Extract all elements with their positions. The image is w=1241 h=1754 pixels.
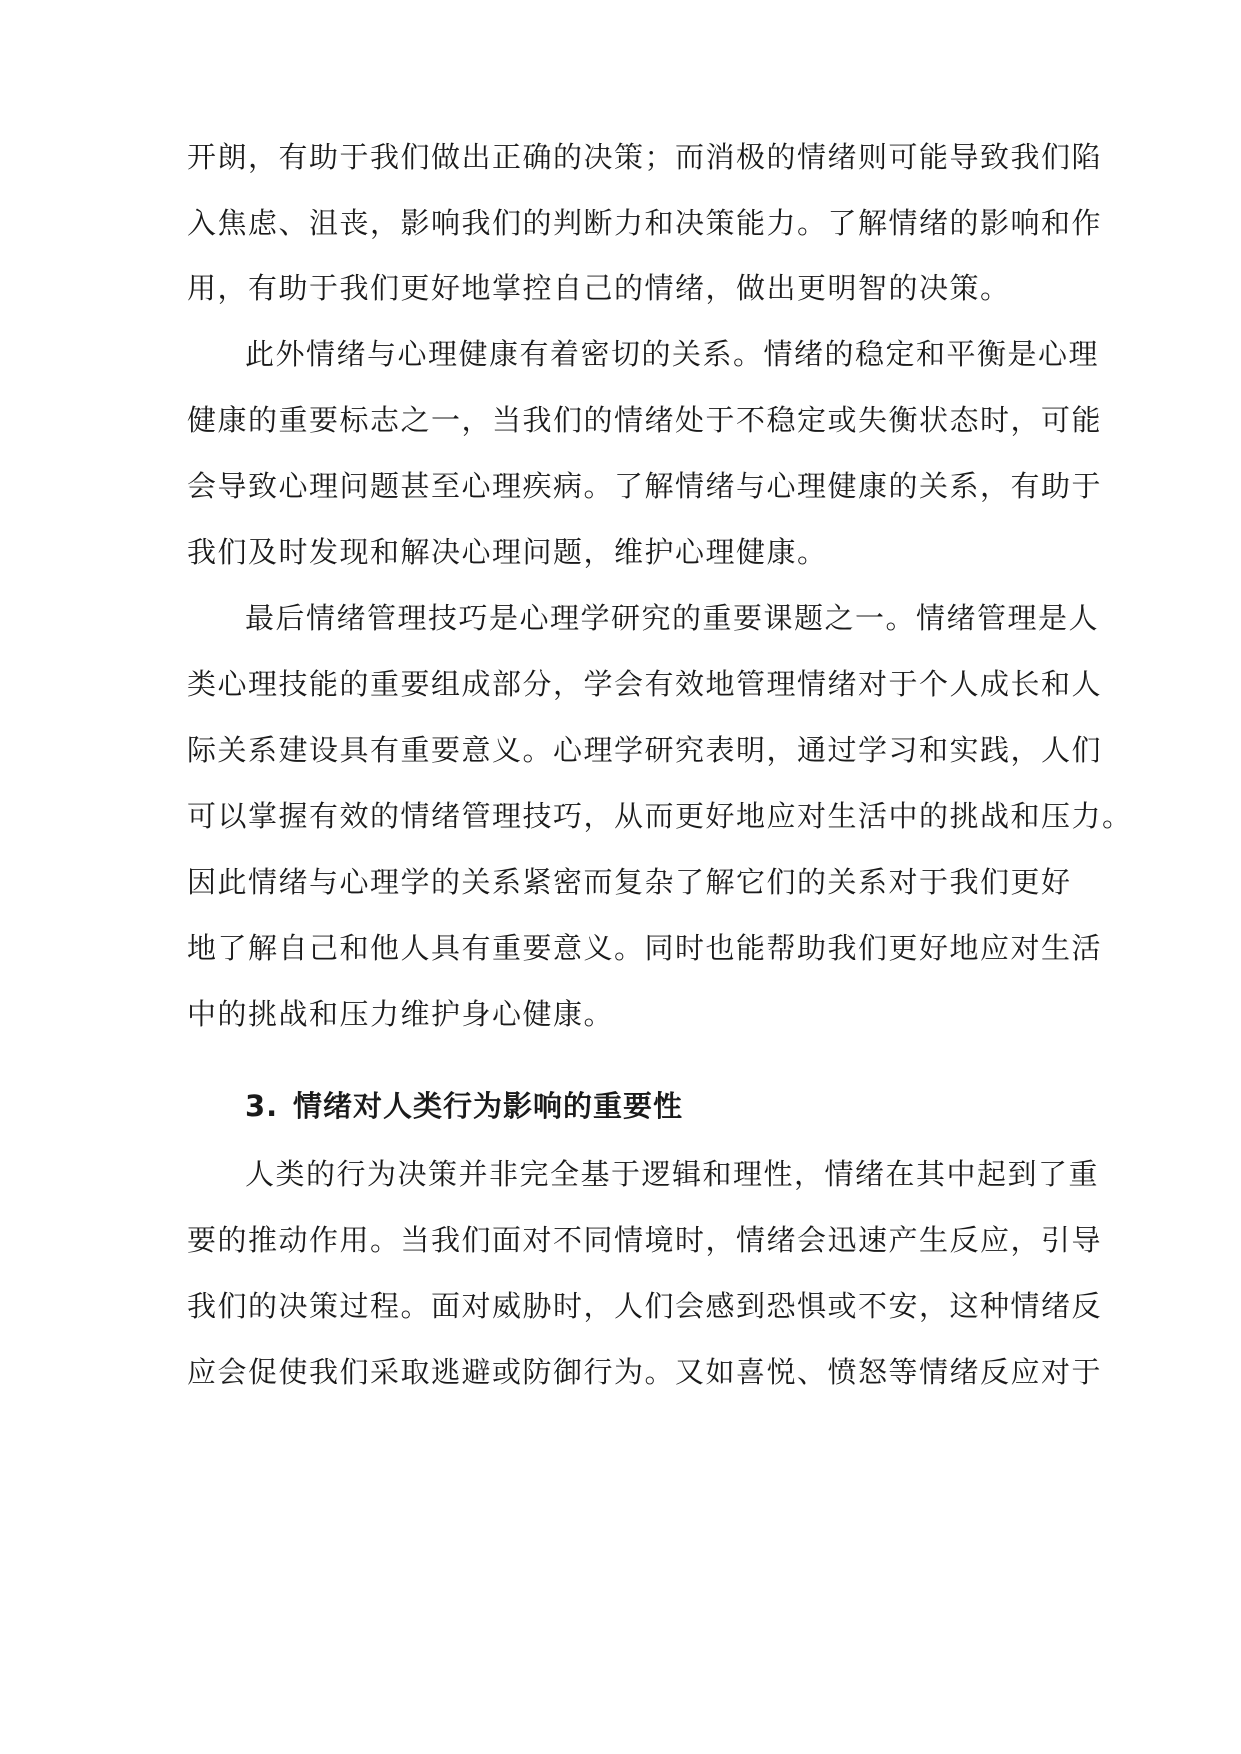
- section-heading: [245, 1086, 683, 1126]
- paragraph-2-line-1: 此外情绪与心理健康有着密切的关系。情绪的稳定和平衡是心理: [245, 337, 1100, 371]
- paragraph-1-line-1: 开朗，有助于我们做出正确的决策；而消极的情绪则可能导致我们陷: [187, 140, 1103, 174]
- paragraph-3-line-7: 中的挑战和压力维护身心健康。: [187, 997, 615, 1031]
- section-paragraph-line-2: 要的推动作用。当我们面对不同情境时，情绪会迅速产生反应，引导: [187, 1223, 1103, 1257]
- paragraph-2-line-3: 会导致心理问题甚至心理疾病。了解情绪与心理健康的关系，有助于: [187, 469, 1103, 503]
- paragraph-1-line-2: 入焦虑、沮丧，影响我们的判断力和决策能力。了解情绪的影响和作: [187, 206, 1103, 240]
- paragraph-3-line-5: 因此情绪与心理学的关系紧密而复杂了解它们的关系对于我们更好: [187, 865, 1072, 899]
- paragraph-3-line-2: 类心理技能的重要组成部分，学会有效地管理情绪对于个人成长和人: [187, 667, 1103, 701]
- section-paragraph-line-4: 应会促使我们采取逃避或防御行为。又如喜悦、愤怒等情绪反应对于: [187, 1355, 1103, 1389]
- section-number: 3.: [245, 1089, 279, 1123]
- paragraph-3-line-6: 地了解自己和他人具有重要意义。同时也能帮助我们更好地应对生活: [187, 931, 1103, 965]
- paragraph-3-line-4: 可以掌握有效的情绪管理技巧，从而更好地应对生活中的挑战和压力。: [187, 799, 1133, 833]
- section-paragraph-line-1: 人类的行为决策并非完全基于逻辑和理性，情绪在其中起到了重: [245, 1157, 1100, 1191]
- paragraph-3-line-1: 最后情绪管理技巧是心理学研究的重要课题之一。情绪管理是人: [245, 601, 1100, 635]
- section-title: 情绪对人类行为影响的重要性: [293, 1089, 684, 1123]
- section-paragraph-line-3: 我们的决策过程。面对威胁时，人们会感到恐惧或不安，这种情绪反: [187, 1289, 1103, 1323]
- paragraph-1-line-3: 用，有助于我们更好地掌控自己的情绪，做出更明智的决策。: [187, 271, 1011, 305]
- paragraph-2-line-2: 健康的重要标志之一，当我们的情绪处于不稳定或失衡状态时，可能: [187, 403, 1103, 437]
- paragraph-2-line-4: 我们及时发现和解决心理问题，维护心理健康。: [187, 535, 828, 569]
- paragraph-3-line-3: 际关系建设具有重要意义。心理学研究表明，通过学习和实践，人们: [187, 733, 1103, 767]
